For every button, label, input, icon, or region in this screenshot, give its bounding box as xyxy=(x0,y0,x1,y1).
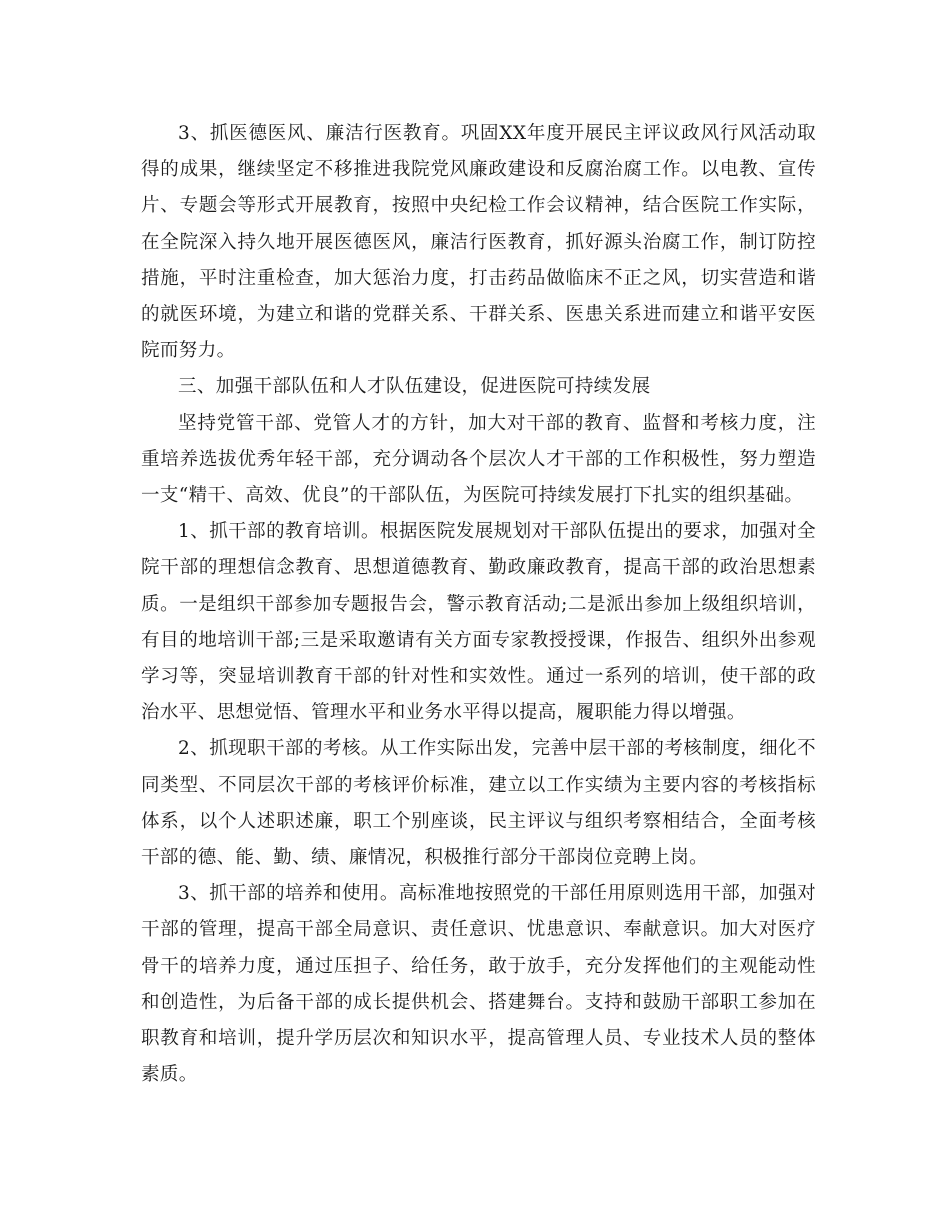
paragraph-cadre-assessment: 2、抓现职干部的考核。从工作实际出发，完善中层干部的考核制度，细化不同类型、不同层次干部的考核评价标准，建立以工作实绩为主要内容的考核指标体系，以个人述职述廉，职工个别座谈，民主评议与组织考察相结合，全面考核干部的德、能、勤、绩、廉情况，积极推行部分干部岗位竞聘上岗。 xyxy=(141,738,816,869)
document-body xyxy=(141,116,816,1093)
paragraph-cadre-cultivation: 3、抓干部的培养和使用。高标准地按照党的干部任用原则选用干部，加强对干部的管理，提高干部全局意识、责任意识、忧患意识、奉献意识。加大对医疗骨干的培养力度，通过压担子、给任务，敢于放手，充分发挥他们的主观能动性和创造性，为后备干部的成长提供机会、搭建舞台。支持和鼓励干部职工参加在职教育和培训，提升学历层次和知识水平，提高管理人员、专业技术人员的整体素质。 xyxy=(141,883,816,1086)
paragraph-cadre-policy: 坚持党管干部、党管人才的方针，加大对干部的教育、监督和考核力度，注重培养选拔优秀年轻干部，充分调动各个层次人才干部的工作积极性，努力塑造一支“精干、高效、优良”的干部队伍，为医院可持续发展打下扎实的组织基础。 xyxy=(141,412,816,507)
paragraph-medical-ethics: 3、抓医德医风、廉洁行医教育。巩固XX年度开展民主评议政风行风活动取得的成果，继续坚定不移推进我院党风廉政建设和反腐治腐工作。以电教、宣传片、专题会等形式开展教育，按照中央纪检工作会议精神，结合医院工作实际，在全院深入持久地开展医德医风，廉洁行医教育，抓好源头治腐工作，制订防控措施，平时注重检查，加大惩治力度，打击药品做临床不正之风，切实营造和谐的就医环境，为建立和谐的党群关系、干群关系、医患关系进而建立和谐平安医院而努力。 xyxy=(141,123,816,362)
paragraph-cadre-training: 1、抓干部的教育培训。根据医院发展规划对干部队伍提出的要求，加强对全院干部的理想信念教育、思想道德教育、勤政廉政教育，提高干部的政治思想素质。一是组织干部参加专题报告会，警示教育活动;二是派出参加上级组织培训，有目的地培训干部;三是采取邀请有关方面专家教授授课，作报告、组织外出参观学习等，突显培训教育干部的针对性和实效性。通过一系列的培训，使干部的政治水平、思想觉悟、管理水平和业务水平得以提高，履职能力得以增强。 xyxy=(141,521,816,724)
section-heading-cadre-team: 三、加强干部队伍和人才队伍建设，促进医院可持续发展 xyxy=(178,376,651,398)
